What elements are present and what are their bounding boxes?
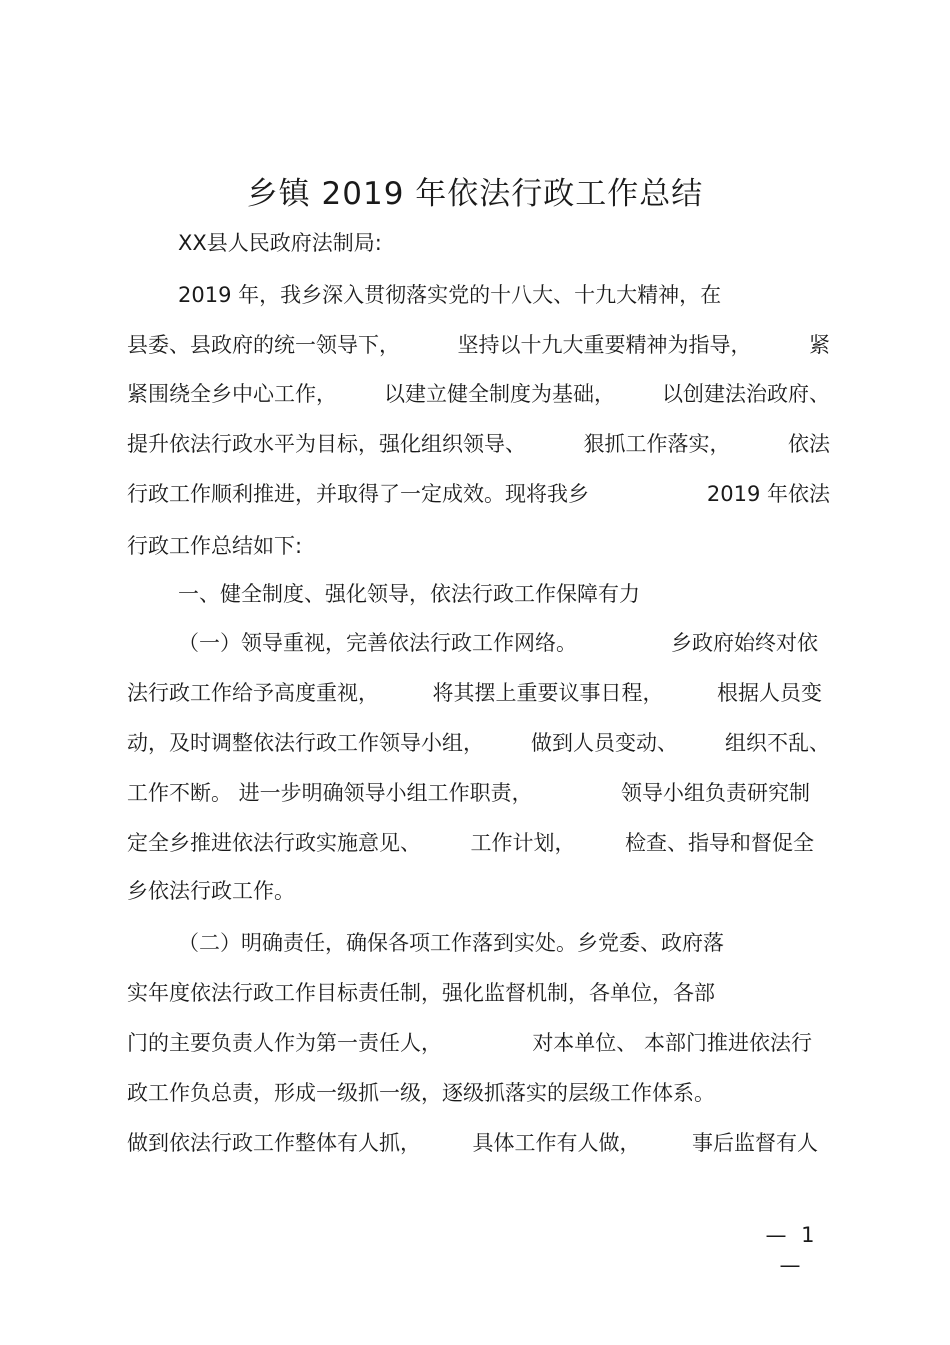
text-segment: 根据人员变: [717, 681, 822, 705]
text-segment: 将其摆上重要议事日程，: [432, 681, 664, 705]
addressee-line: XX县人民政府法制局:: [178, 231, 382, 255]
text-segment: 做到人员变动、: [531, 731, 678, 755]
paragraph-line: [127, 330, 830, 360]
paragraph-line: [127, 1128, 818, 1158]
section-heading: 一、健全制度、强化领导，依法行政工作保障有力: [178, 582, 640, 606]
paragraph-line: [127, 379, 830, 409]
paragraph-line: （二）明确责任，确保各项工作落到实处。乡党委、政府落: [178, 931, 724, 955]
text-segment: 狠抓工作落实，: [583, 432, 731, 456]
paragraph-line: 2019 年，我乡深入贯彻落实党的十八大、十九大精神，在: [178, 283, 722, 307]
text-segment: 门的主要负责人作为第一责任人，: [127, 1031, 442, 1055]
paragraph-line: 行政工作总结如下:: [127, 534, 303, 558]
text-segment: 检查、指导和督促全: [625, 831, 814, 855]
paragraph-line: [127, 728, 830, 758]
text-segment: 做到依法行政工作整体有人抓，: [127, 1131, 421, 1155]
text-segment: 工作不断。 进一步明确领导小组工作职责，: [127, 781, 533, 805]
paragraph-line: 乡依法行政工作。: [127, 879, 295, 903]
text-segment: 法行政工作给予高度重视，: [127, 681, 379, 705]
text-segment: 紧围绕全乡中心工作，: [127, 382, 337, 406]
text-segment: 2019 年依法: [706, 482, 830, 506]
text-segment: 具体工作有人做，: [472, 1131, 641, 1155]
paragraph-line: [127, 678, 822, 708]
paragraph-line: 实年度依法行政工作目标责任制，强化监督机制，各单位，各部: [127, 981, 715, 1005]
text-segment: （一）领导重视，完善依法行政工作网络。: [178, 631, 577, 655]
text-segment: 提升依法行政水平为目标，强化组织领导、: [127, 432, 526, 456]
paragraph-line: [178, 628, 818, 658]
text-segment: 对本单位、 本部门推进依法行: [532, 1031, 812, 1055]
paragraph-line: [127, 828, 814, 858]
text-segment: 坚持以十九大重要精神为指导，: [457, 333, 752, 357]
text-segment: 工作计划，: [470, 831, 576, 855]
text-segment: 动，及时调整依法行政工作领导小组，: [127, 731, 484, 755]
text-segment: 事后监督有人: [692, 1131, 818, 1155]
text-segment: 县委、县政府的统一领导下，: [127, 333, 400, 357]
text-segment: 以建立健全制度为基础，: [384, 382, 615, 406]
text-segment: 依法: [788, 432, 830, 456]
page-number: — 1 —: [765, 1223, 819, 1277]
paragraph-line: [127, 1028, 812, 1058]
paragraph-line: [127, 778, 810, 808]
document-title: 乡镇 2019 年依法行政工作总结: [246, 176, 704, 212]
text-segment: 行政工作顺利推进，并取得了一定成效。现将我乡: [127, 482, 589, 506]
text-segment: 领导小组负责研究制: [621, 781, 810, 805]
paragraph-line: [127, 479, 830, 509]
text-segment: 乡政府始终对依: [671, 631, 818, 655]
text-segment: 定全乡推进依法行政实施意见、: [127, 831, 421, 855]
text-segment: 组织不乱、: [725, 731, 830, 755]
paragraph-line: 政工作负总责，形成一级抓一级，逐级抓落实的层级工作体系。: [127, 1081, 715, 1105]
paragraph-line: [127, 429, 830, 459]
text-segment: 紧: [809, 333, 830, 357]
text-segment: 以创建法治政府、: [662, 382, 830, 406]
